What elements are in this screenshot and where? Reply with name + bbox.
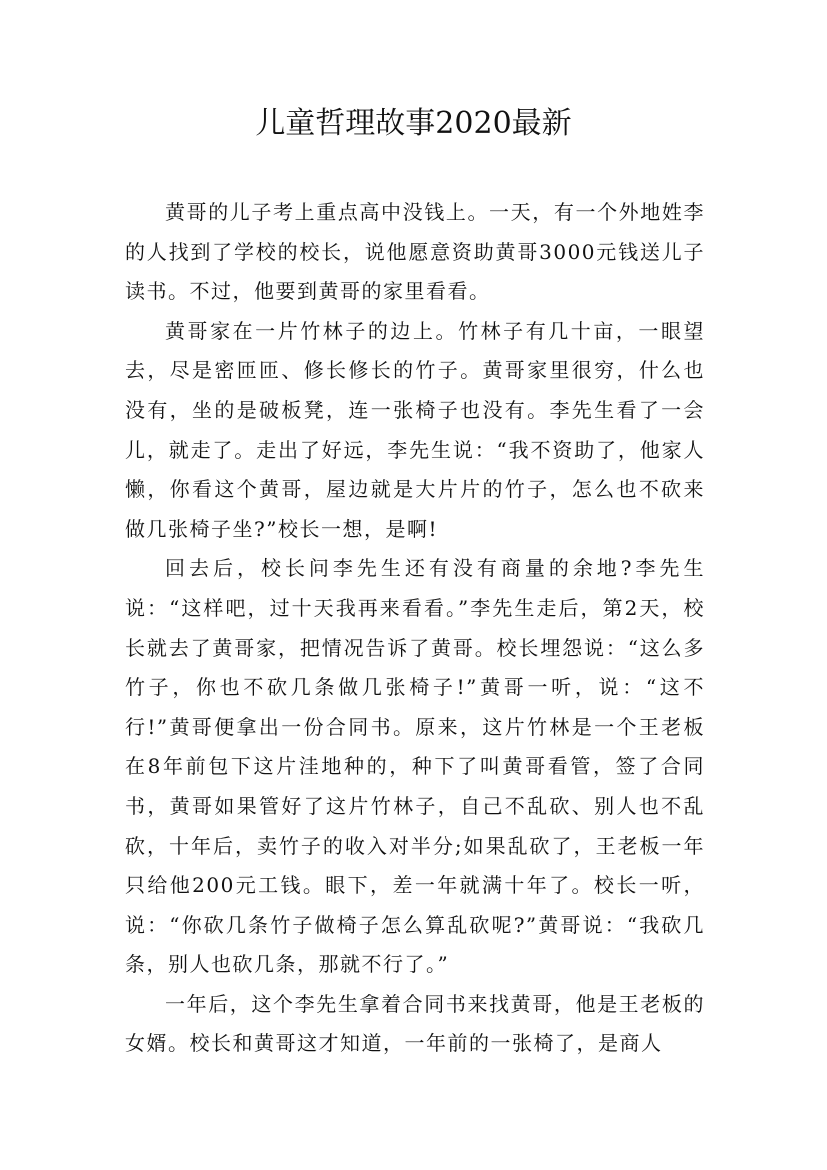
paragraph-1: 黄哥的儿子考上重点高中没钱上。一天，有一个外地姓李的人找到了学校的校长，说他愿意资助黄哥3000元钱送儿子读书。不过，他要到黄哥的家里看看。	[125, 200, 705, 304]
paragraph-2: 黄哥家在一片竹林子的边上。竹林子有几十亩，一眼望去，尽是密匝匝、修长修长的竹子。黄哥家里很穷，什么也没有，坐的是破板凳，连一张椅子也没有。李先生看了一会儿，就走了。走出了好远，李先生说：“我不资助了，他家人懒，你看这个黄哥，屋边就是大片片的竹子，怎么也不砍来做几张椅子坐?”校长一想，是啊!	[125, 318, 705, 541]
paragraph-4: 一年后，这个李先生拿着合同书来找黄哥，他是王老板的女婿。校长和黄哥这才知道，一年前的一张椅了，是商人	[125, 991, 705, 1056]
paragraph-3: 回去后，校长问李先生还有没有商量的余地?李先生说：“这样吧，过十天我再来看看。”李先生走后，第2天，校长就去了黄哥家，把情况告诉了黄哥。校长埋怨说：“这么多竹子，你也不砍几条做几张椅子!”黄哥一听，说：“这不行!”黄哥便拿出一份合同书。原来，这片竹林是一个王老板在8年前包下这片洼地种的，种下了叫黄哥看管，签了合同书，黄哥如果管好了这片竹林子，自己不乱砍、别人也不乱砍，十年后，卖竹子的收入对半分;如果乱砍了，王老板一年只给他200元工钱。眼下，差一年就满十年了。校长一听，说：“你砍几条竹子做椅子怎么算乱砍呢?”黄哥说：“我砍几条，别人也砍几条，那就不行了。”	[125, 556, 705, 977]
document-title: 儿童哲理故事2020最新	[255, 106, 572, 141]
document-body	[125, 193, 705, 1064]
